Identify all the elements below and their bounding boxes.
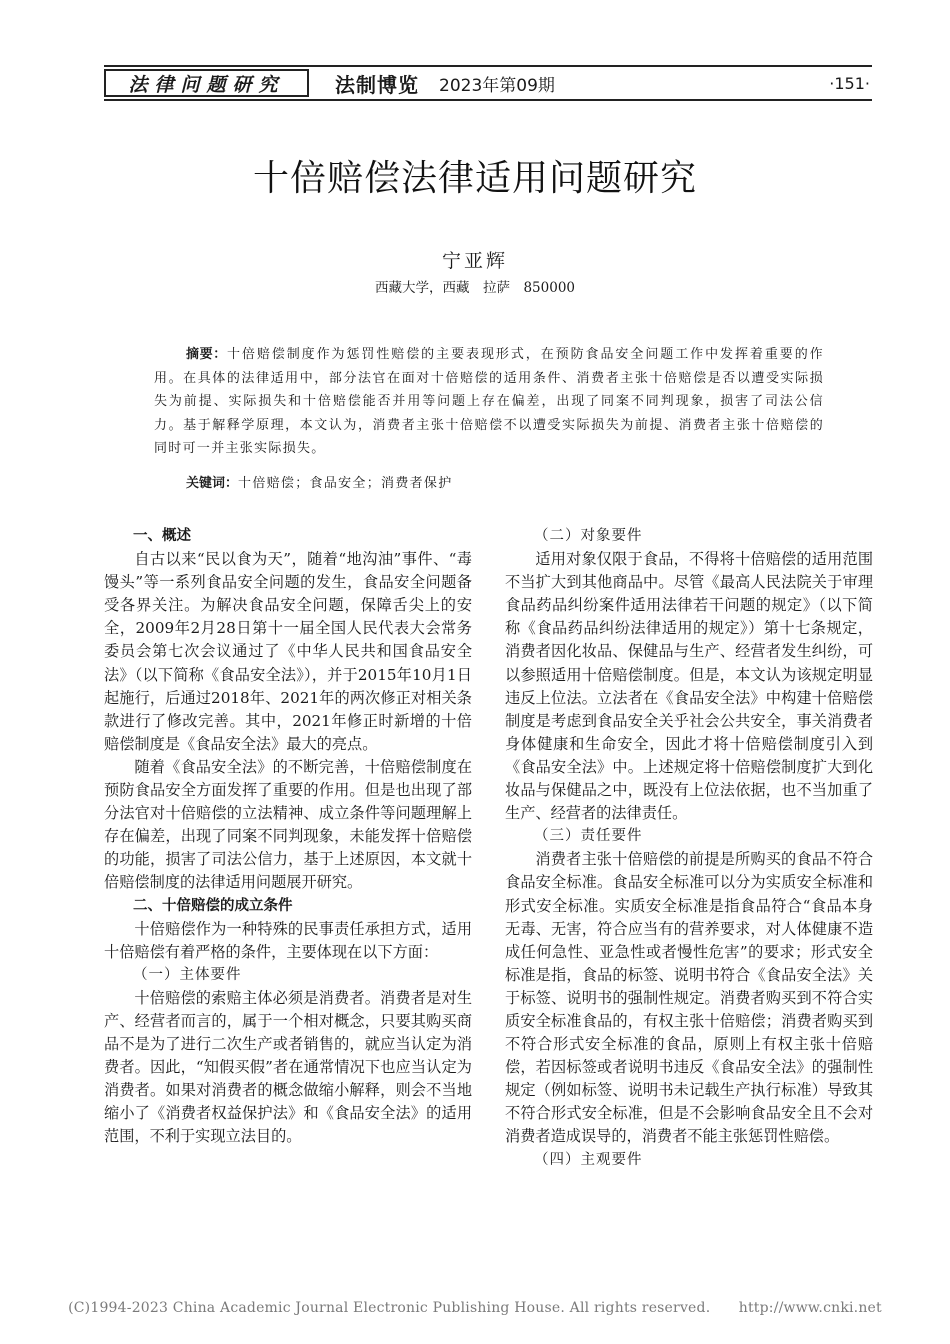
issue-number: 2023年第09期: [439, 75, 555, 96]
author-affiliation: 西藏大学，西藏 拉萨 850000: [374, 280, 576, 296]
subsection-heading: （四）主观要件: [534, 1151, 643, 1168]
abstract-text: 十倍赔偿制度作为惩罚性赔偿的主要表现形式，在预防食品安全问题工作中发挥着重要的作用。在具体的法律适用中，部分法官在面对十倍赔偿的适用条件、消费者主张十倍赔偿是否以遭受实际损失为前提、实际损失和十倍赔偿能否并用等问题上存在偏差，出现了同案不同判现象，损害了司法公信力。基于解释学原理，本文认为，消费者主张十倍赔偿不以遭受实际损失为前提、消费者主张十倍赔偿的同时可一并主张实际损失。: [154, 347, 824, 456]
page-number: ·151·: [829, 73, 870, 93]
subsection-heading: （二）对象要件: [534, 528, 643, 544]
section-heading: 二、十倍赔偿的成立条件: [133, 897, 293, 914]
subsection-heading: （一）主体要件: [133, 966, 242, 983]
keywords: [186, 472, 826, 491]
page-header: [104, 65, 872, 101]
copyright-footer: (C)1994-2023 China Academic Journal Electronic Publishing House. All rights reserved. http://www.cnki.net: [68, 1300, 882, 1316]
keywords-label: 关键词：: [186, 476, 239, 491]
left-column: [104, 525, 472, 1149]
journal-name: 法律问题研究: [104, 69, 309, 97]
right-column: [505, 525, 873, 1172]
paragraph: 适用对象仅限于食品，不得将十倍赔偿的适用范围不当扩大到其他商品中。尽管《最高人民法院关于审理食品药品纠纷案件适用法律若干问题的规定》（以下简称《食品药品纠纷法律适用的规定》）第十七条规定，消费者因化妆品、保健品与生产、经营者发生纠纷，可以参照适用十倍赔偿制度。但是，本文认为该规定明显违反上位法。立法者在《食品安全法》中构建十倍赔偿制度是考虑到食品安全关乎社会公共安全，事关消费者身体健康和生命安全，因此才将十倍赔偿制度引入到《食品安全法》中。上述规定将十倍赔偿制度扩大到化妆品与保健品之中，既没有上位法依据，也不当加重了生产、经营者的法律责任。: [505, 550, 873, 823]
paragraph: 十倍赔偿的索赔主体必须是消费者。消费者是对生产、经营者而言的，属于一个相对概念，只要其购买商品不是为了进行二次生产或者销售的，就应当认定为消费者。因此，“知假买假”者在通常情况下也应当认定为消费者。如果对消费者的概念做缩小解释，则会不当地缩小了《消费者权益保护法》和《食品安全法》的适用范围，不利于实现立法目的。: [104, 988, 472, 1146]
paragraph: 自古以来“民以食为天”，随着“地沟油”事件、“毒馒头”等一系列食品安全问题的发生，食品安全问题备受各界关注。为解决食品安全问题，保障舌尖上的安全，2009年2月28日第十一届全国人民代表大会常务委员会第七次会议通过了《中华人民共和国食品安全法》（以下简称《食品安全法》），并于2015年10月1日起施行，后通过2018年、2021年的两次修正对相关条款进行了修改完善。其中，2021年修正时新增的十倍赔偿制度是《食品安全法》最大的亮点。: [104, 550, 472, 753]
abstract: [154, 343, 824, 461]
author-name: 宁亚辉: [441, 250, 508, 272]
paragraph: 消费者主张十倍赔偿的前提是所购买的食品不符合食品安全标准。食品安全标准可以分为实质安全标准和形式安全标准。实质安全标准是指食品符合“食品本身无毒、无害，符合应当有的营养要求，对人体健康不造成任何急性、亚急性或者慢性危害”的要求；形式安全标准是指，食品的标签、说明书符合《食品安全法》关于标签、说明书的强制性规定。消费者购买到不符合实质安全标准食品的，有权主张十倍赔偿；消费者购买到不符合形式安全标准的食品，原则上有权主张十倍赔偿，若因标签或者说明书违反《食品安全法》的强制性规定（例如标签、说明书未记载生产执行标准）导致其不符合形式安全标准，但是不会影响食品安全且不会对消费者造成误导的，消费者不能主张惩罚性赔偿。: [505, 850, 873, 1146]
paragraph: 随着《食品安全法》的不断完善，十倍赔偿制度在预防食品安全方面发挥了重要的作用。但是也出现了部分法官对十倍赔偿的立法精神、成立条件等问题理解上存在偏差，出现了同案不同判现象，未能发挥十倍赔偿的功能，损害了司法公信力，基于上述原因，本文就十倍赔偿制度的法律适用问题展开研究。: [104, 757, 472, 892]
paragraph: 十倍赔偿作为一种特殊的民事责任承担方式，适用十倍赔偿有着严格的条件，主要体现在以下方面：: [104, 919, 472, 961]
section-heading: 一、概述: [133, 528, 191, 544]
abstract-label: 摘要：: [186, 347, 227, 362]
keywords-text: 十倍赔偿；食品安全；消费者保护: [238, 476, 453, 491]
article-title: 十倍赔偿法律适用问题研究: [252, 158, 697, 199]
column-name: 法制博览: [335, 72, 419, 97]
subsection-heading: （三）责任要件: [534, 828, 643, 845]
